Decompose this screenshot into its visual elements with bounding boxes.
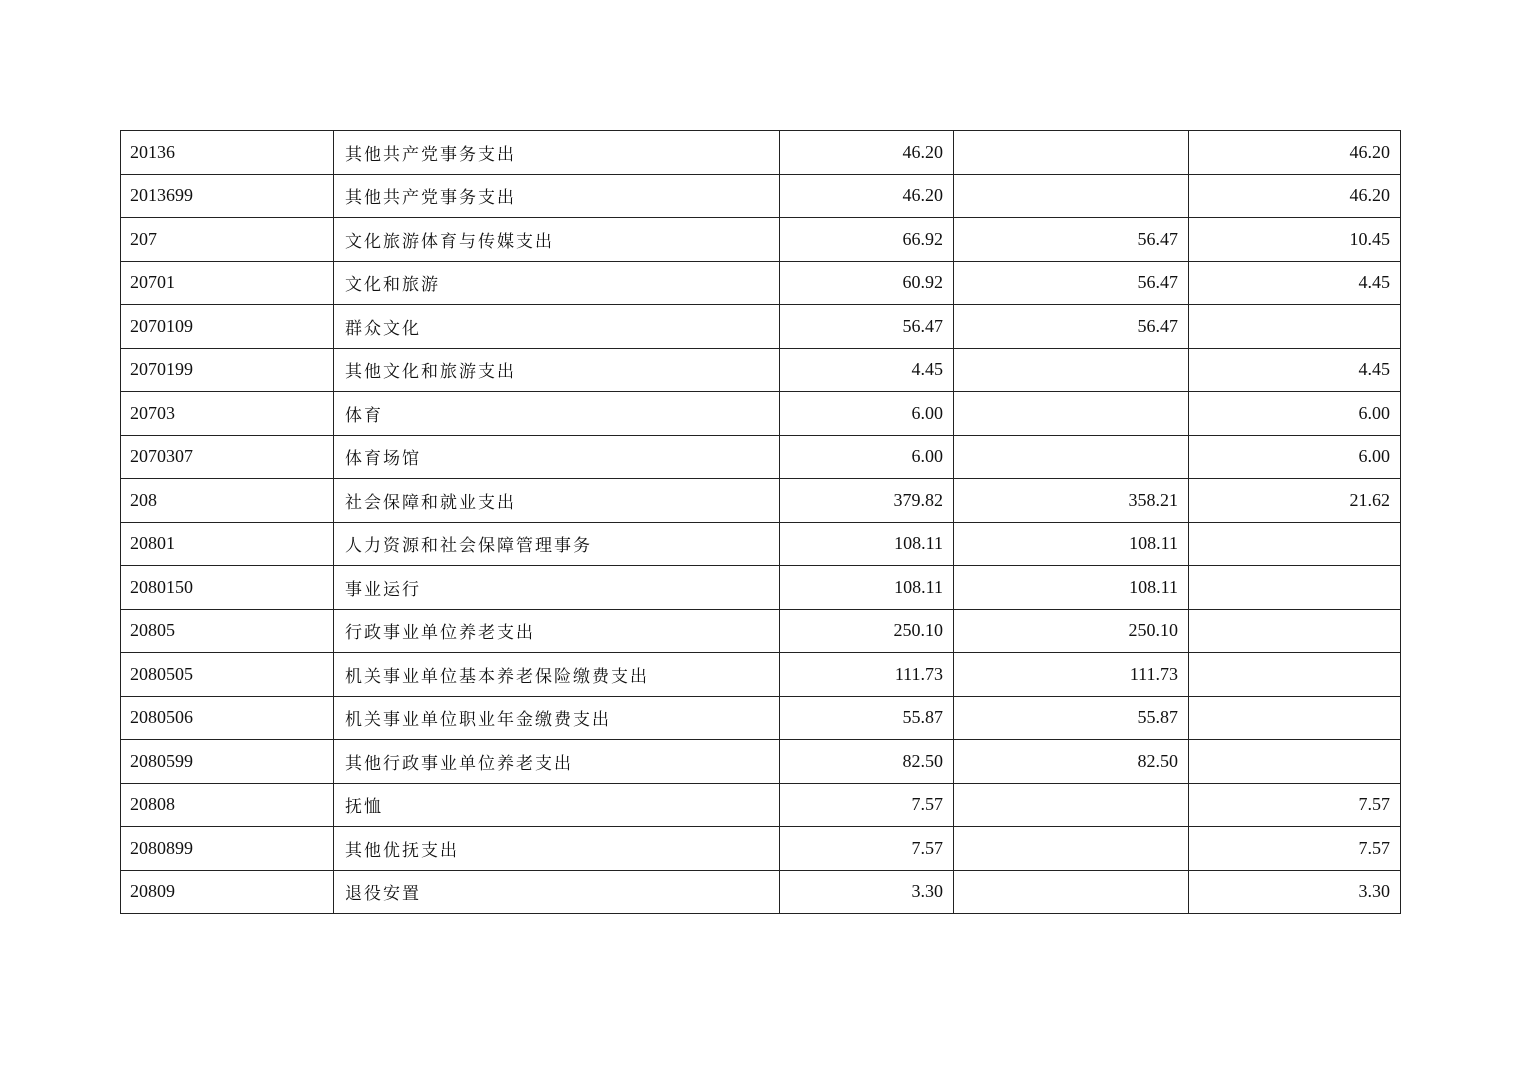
total-amount-cell: 108.11 [780,566,954,610]
basic-expenditure-cell: 56.47 [954,305,1189,349]
total-amount-cell: 46.20 [780,174,954,218]
subject-code-cell: 2080150 [121,566,334,610]
total-amount-cell: 60.92 [780,261,954,305]
total-amount-cell: 379.82 [780,479,954,523]
subject-code-cell: 2070109 [121,305,334,349]
project-expenditure-cell [1189,696,1401,740]
basic-expenditure-cell [954,392,1189,436]
subject-code-cell: 20801 [121,522,334,566]
total-amount-cell: 250.10 [780,609,954,653]
basic-expenditure-cell [954,348,1189,392]
basic-expenditure-cell [954,783,1189,827]
table-row [121,218,1401,262]
subject-code-cell: 20805 [121,609,334,653]
subject-code-cell: 2080506 [121,696,334,740]
basic-expenditure-cell: 55.87 [954,696,1189,740]
total-amount-cell: 4.45 [780,348,954,392]
basic-expenditure-cell: 111.73 [954,653,1189,697]
table-row [121,566,1401,610]
total-amount-cell: 7.57 [780,783,954,827]
project-expenditure-cell: 3.30 [1189,870,1401,914]
subject-name-cell: 文化旅游体育与传媒支出 [334,218,780,262]
subject-code-cell: 2070307 [121,435,334,479]
subject-name-cell: 机关事业单位基本养老保险缴费支出 [334,653,780,697]
project-expenditure-cell [1189,609,1401,653]
table-row [121,740,1401,784]
subject-code-cell: 2070199 [121,348,334,392]
project-expenditure-cell: 7.57 [1189,827,1401,871]
total-amount-cell: 7.57 [780,827,954,871]
project-expenditure-cell: 6.00 [1189,435,1401,479]
table-row [121,392,1401,436]
basic-expenditure-cell: 250.10 [954,609,1189,653]
budget-table [120,130,1401,914]
subject-name-cell: 人力资源和社会保障管理事务 [334,522,780,566]
project-expenditure-cell [1189,740,1401,784]
subject-name-cell: 行政事业单位养老支出 [334,609,780,653]
subject-code-cell: 20809 [121,870,334,914]
basic-expenditure-cell [954,435,1189,479]
subject-name-cell: 其他文化和旅游支出 [334,348,780,392]
subject-code-cell: 20701 [121,261,334,305]
subject-name-cell: 事业运行 [334,566,780,610]
project-expenditure-cell [1189,566,1401,610]
total-amount-cell: 82.50 [780,740,954,784]
subject-name-cell: 其他共产党事务支出 [334,174,780,218]
subject-name-cell: 体育场馆 [334,435,780,479]
total-amount-cell: 6.00 [780,435,954,479]
subject-code-cell: 208 [121,479,334,523]
basic-expenditure-cell: 108.11 [954,566,1189,610]
basic-expenditure-cell: 56.47 [954,261,1189,305]
subject-name-cell: 社会保障和就业支出 [334,479,780,523]
project-expenditure-cell: 4.45 [1189,261,1401,305]
subject-code-cell: 2080505 [121,653,334,697]
basic-expenditure-cell [954,131,1189,175]
subject-name-cell: 群众文化 [334,305,780,349]
table-row [121,348,1401,392]
subject-code-cell: 2080599 [121,740,334,784]
subject-code-cell: 20136 [121,131,334,175]
project-expenditure-cell: 10.45 [1189,218,1401,262]
basic-expenditure-cell: 108.11 [954,522,1189,566]
subject-name-cell: 机关事业单位职业年金缴费支出 [334,696,780,740]
table-row [121,783,1401,827]
table-row [121,870,1401,914]
table-row [121,653,1401,697]
table-row [121,827,1401,871]
project-expenditure-cell: 21.62 [1189,479,1401,523]
project-expenditure-cell: 6.00 [1189,392,1401,436]
total-amount-cell: 108.11 [780,522,954,566]
basic-expenditure-cell [954,827,1189,871]
subject-code-cell: 2013699 [121,174,334,218]
table-row [121,696,1401,740]
project-expenditure-cell [1189,305,1401,349]
total-amount-cell: 3.30 [780,870,954,914]
total-amount-cell: 6.00 [780,392,954,436]
table-row [121,522,1401,566]
table-row [121,435,1401,479]
total-amount-cell: 56.47 [780,305,954,349]
basic-expenditure-cell [954,174,1189,218]
project-expenditure-cell [1189,653,1401,697]
total-amount-cell: 55.87 [780,696,954,740]
table-row [121,131,1401,175]
table-row [121,479,1401,523]
subject-name-cell: 抚恤 [334,783,780,827]
project-expenditure-cell: 4.45 [1189,348,1401,392]
subject-name-cell: 其他行政事业单位养老支出 [334,740,780,784]
table-body [121,131,1401,914]
subject-code-cell: 2080899 [121,827,334,871]
total-amount-cell: 46.20 [780,131,954,175]
total-amount-cell: 111.73 [780,653,954,697]
table-row [121,174,1401,218]
basic-expenditure-cell: 358.21 [954,479,1189,523]
project-expenditure-cell: 7.57 [1189,783,1401,827]
subject-code-cell: 20808 [121,783,334,827]
subject-code-cell: 207 [121,218,334,262]
subject-name-cell: 其他优抚支出 [334,827,780,871]
subject-code-cell: 20703 [121,392,334,436]
basic-expenditure-cell [954,870,1189,914]
project-expenditure-cell [1189,522,1401,566]
subject-name-cell: 文化和旅游 [334,261,780,305]
basic-expenditure-cell: 56.47 [954,218,1189,262]
table-row [121,261,1401,305]
table-row [121,305,1401,349]
basic-expenditure-cell: 82.50 [954,740,1189,784]
subject-name-cell: 其他共产党事务支出 [334,131,780,175]
total-amount-cell: 66.92 [780,218,954,262]
project-expenditure-cell: 46.20 [1189,131,1401,175]
table-row [121,609,1401,653]
subject-name-cell: 退役安置 [334,870,780,914]
project-expenditure-cell: 46.20 [1189,174,1401,218]
subject-name-cell: 体育 [334,392,780,436]
